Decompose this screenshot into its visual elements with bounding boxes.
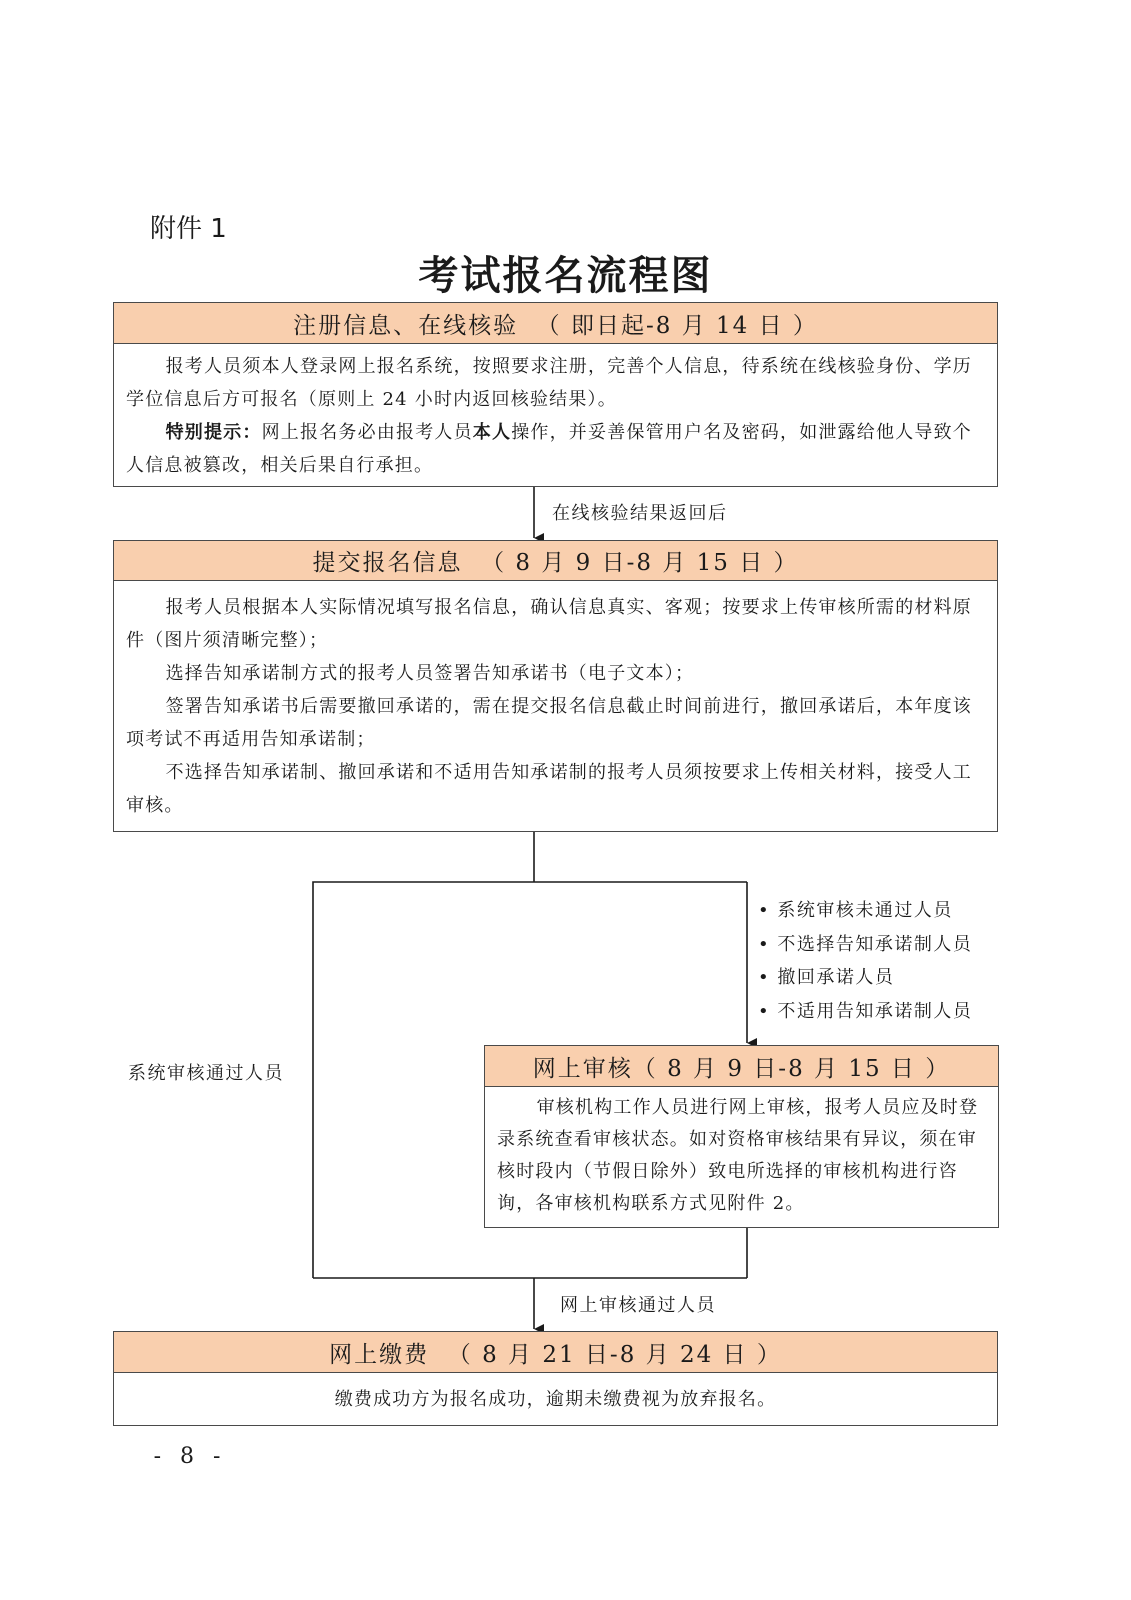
step-register-body [114, 344, 997, 482]
step-review-header: 网上审核（ 8 月 9 日-8 月 15 日 ） [485, 1046, 998, 1087]
step-payment-body [114, 1373, 997, 1416]
step-submit-body [114, 581, 997, 822]
step-submit-box [113, 540, 998, 832]
step-payment-header: 网上缴费 （ 8 月 21 日-8 月 24 日 ） [114, 1332, 997, 1373]
criteria-item: • 系统审核未通过人员 [758, 894, 972, 928]
page-number: - 8 - [153, 1444, 227, 1469]
step-payment-box [113, 1331, 998, 1426]
notice-label: 特别提示： [165, 422, 262, 443]
step-submit-paragraph-4: 不选择告知承诺制、撤回承诺和不适用告知承诺制的报考人员须按要求上传相关材料，接受人工审核。 [126, 762, 972, 816]
notice-text-2: 操作，并妥善保管用户名及密码，如泄露给他人导致个人信息被篡改，相关后果自行承担。 [126, 422, 973, 476]
step-review-body [485, 1087, 998, 1220]
step-submit-paragraph-1: 报考人员根据本人实际情况填写报名信息，确认信息真实、客观；按要求上传审核所需的材料原件（图片须清晰完整）； [126, 597, 972, 651]
page-title: 考试报名流程图 [418, 252, 713, 299]
step-submit-header: 提交报名信息 （ 8 月 9 日-8 月 15 日 ） [114, 541, 997, 581]
arrow1-label: 在线核验结果返回后 [552, 503, 728, 524]
manual-review-criteria [758, 894, 972, 1028]
step-register-box [113, 302, 998, 487]
step-review-paragraph: 审核机构工作人员进行网上审核，报考人员应及时登录系统查看审核状态。如对资格审核结果有异议，须在审核时段内（节假日除外）致电所选择的审核机构进行咨询，各审核机构联系方式见附件 2。 [497, 1097, 979, 1214]
step-submit-paragraph-3: 签署告知承诺书后需要撤回承诺的，需在提交报名信息截止时间前进行，撤回承诺后，本年度该项考试不再适用告知承诺制； [126, 696, 972, 750]
notice-text-1: 网上报名务必由报考人员 [261, 422, 473, 443]
notice-text-bold: 本人 [472, 422, 512, 443]
step-register-header: 注册信息、在线核验 （ 即日起-8 月 14 日 ） [114, 303, 997, 344]
attachment-label: 附件 1 [150, 214, 227, 244]
criteria-item: • 不选择告知承诺制人员 [758, 928, 972, 962]
criteria-item: • 撤回承诺人员 [758, 961, 972, 995]
step-review-box [484, 1045, 999, 1228]
step-submit-paragraph-2: 选择告知承诺制方式的报考人员签署告知承诺书（电子文本）； [165, 663, 695, 684]
step-register-notice [126, 416, 985, 482]
system-approved-label: 系统审核通过人员 [128, 1063, 284, 1084]
step-payment-paragraph: 缴费成功方为报名成功，逾期未缴费视为放弃报名。 [334, 1389, 777, 1410]
criteria-item: • 不适用告知承诺制人员 [758, 995, 972, 1029]
step-register-paragraph: 报考人员须本人登录网上报名系统，按照要求注册，完善个人信息，待系统在线核验身份、学历学位信息后方可报名（原则上 24 小时内返回核验结果）。 [126, 356, 972, 410]
arrow2-label: 网上审核通过人员 [560, 1295, 716, 1316]
